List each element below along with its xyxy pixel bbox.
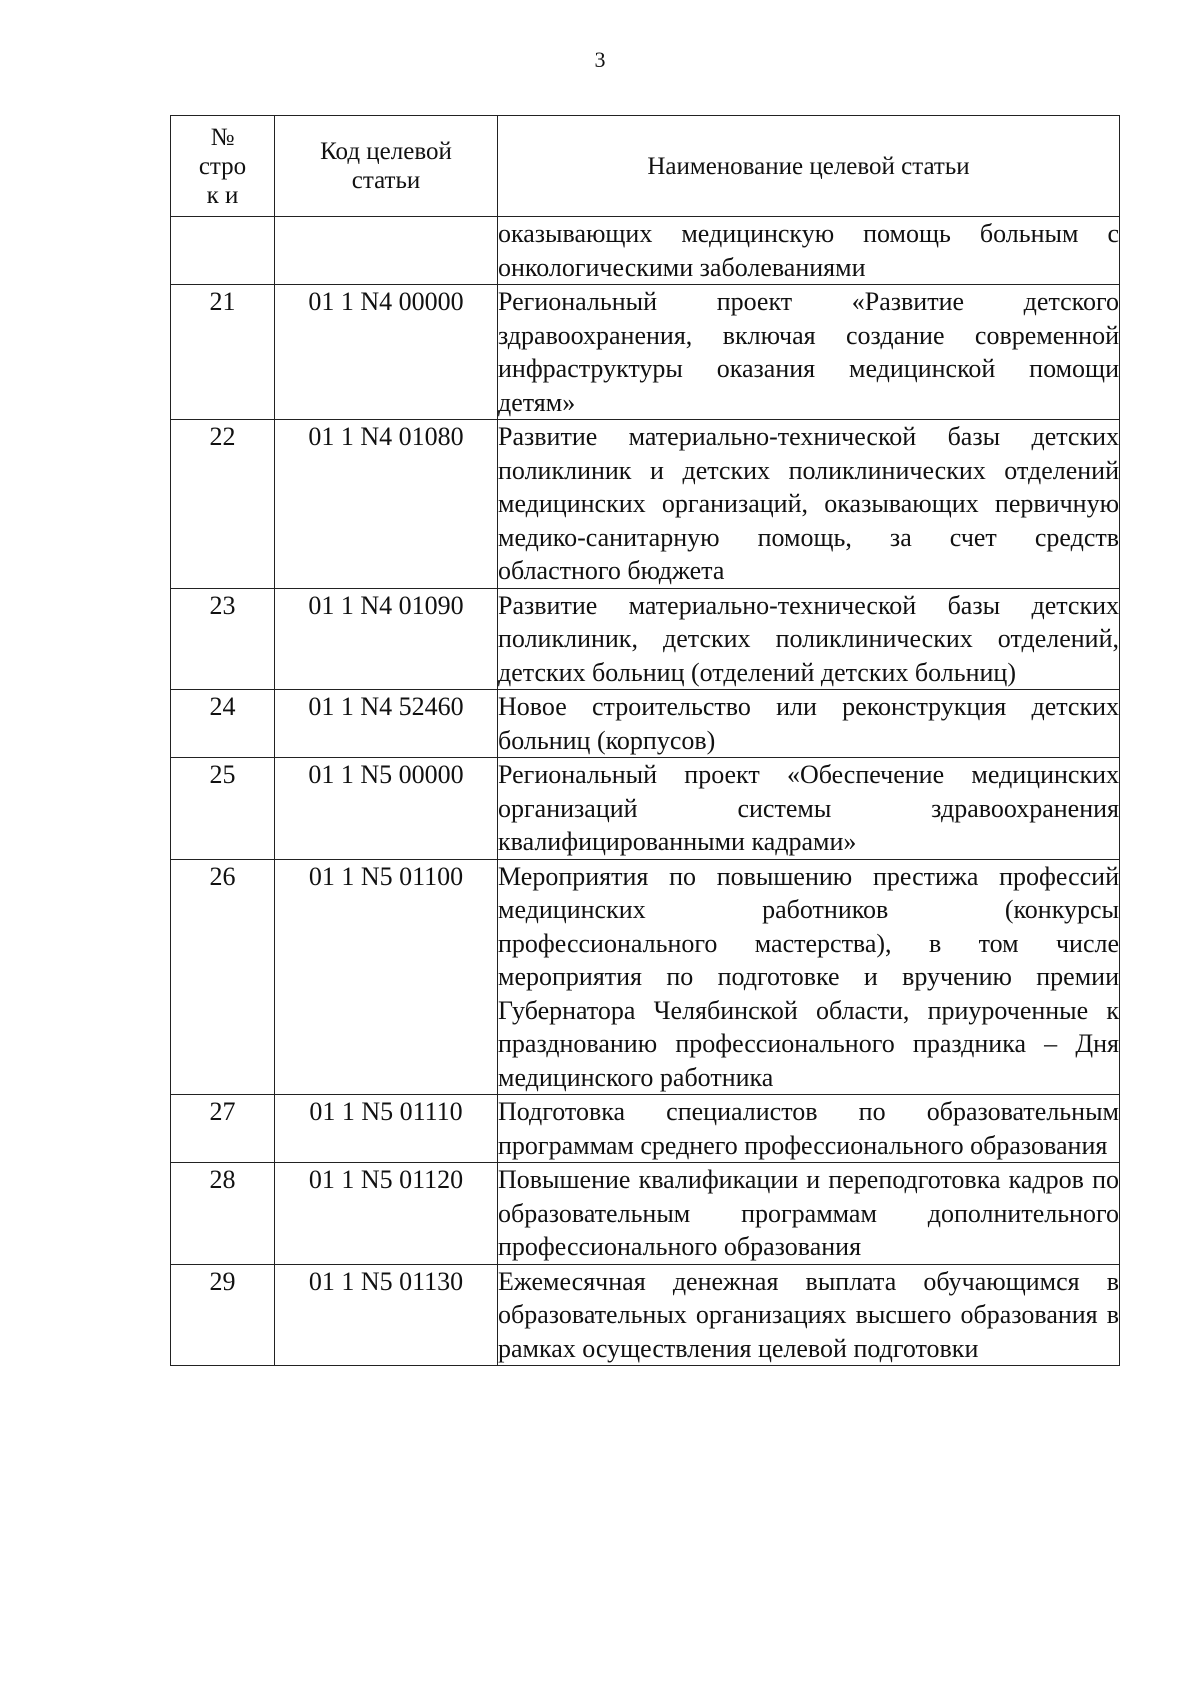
- article-name-cell: Ежемесячная денежная выплата обучающимся в образовательных организациях высшего образования в рамках осуществления целевой подготовки: [498, 1264, 1120, 1366]
- row-number-cell: 25: [171, 758, 275, 860]
- header-article-name-label: Наименование целевой статьи: [647, 152, 970, 180]
- table-row: [171, 690, 1120, 758]
- article-name-cell: Мероприятия по повышению престижа профессий медицинских работников (конкурсы профессионального мастерства), в том числе мероприятия по подготовке и вручению премии Губернатора Челябинской области, приуроченные к празднованию профессионального праздника – Дня медицинского работника: [498, 859, 1120, 1095]
- header-row-number: [171, 116, 275, 217]
- row-number-cell: 27: [171, 1095, 275, 1163]
- row-number-cell: 24: [171, 690, 275, 758]
- header-article-code: [275, 116, 498, 217]
- target-articles-table: [170, 115, 1120, 1366]
- article-name-cell: оказывающих медицинскую помощь больным с онкологическими заболеваниями: [498, 217, 1120, 285]
- table-row: [171, 1264, 1120, 1366]
- article-code-cell: 01 1 N4 52460: [275, 690, 498, 758]
- article-name-cell: Региональный проект «Обеспечение медицинских организаций системы здравоохранения квалифицированными кадрами»: [498, 758, 1120, 860]
- header-article-name: [498, 116, 1120, 217]
- article-code-cell: 01 1 N4 01080: [275, 420, 498, 589]
- table-row: [171, 859, 1120, 1095]
- article-code-cell: 01 1 N4 01090: [275, 588, 498, 690]
- row-number-cell: 21: [171, 285, 275, 420]
- row-number-cell: 28: [171, 1163, 275, 1265]
- article-code-cell: [275, 217, 498, 285]
- article-name-cell: Развитие материально-технической базы детских поликлиник и детских поликлинических отделений медицинских организаций, оказывающих первичную медико-санитарную помощь, за счет средств областного бюджета: [498, 420, 1120, 589]
- article-code-cell: 01 1 N5 01130: [275, 1264, 498, 1366]
- page-number: 3: [594, 47, 606, 72]
- table-header-row: [171, 116, 1120, 217]
- table-body: [171, 217, 1120, 1366]
- header-article-code-label: Код целевой статьи: [320, 138, 452, 194]
- article-code-cell: 01 1 N5 01110: [275, 1095, 498, 1163]
- table-row: [171, 1163, 1120, 1265]
- table-row: [171, 420, 1120, 589]
- article-code-cell: 01 1 N4 00000: [275, 285, 498, 420]
- row-number-cell: 26: [171, 859, 275, 1095]
- article-name-cell: Подготовка специалистов по образовательным программам среднего профессионального образования: [498, 1095, 1120, 1163]
- article-name-cell: Повышение квалификации и переподготовка кадров по образовательным программам дополнительного профессионального образования: [498, 1163, 1120, 1265]
- article-code-cell: 01 1 N5 01120: [275, 1163, 498, 1265]
- header-row-number-label: № строк и: [198, 123, 247, 209]
- row-number-cell: 22: [171, 420, 275, 589]
- article-name-cell: Новое строительство или реконструкция детских больниц (корпусов): [498, 690, 1120, 758]
- row-number-cell: 23: [171, 588, 275, 690]
- table-row: [171, 285, 1120, 420]
- row-number-cell: [171, 217, 275, 285]
- table-row: [171, 758, 1120, 860]
- table-row: [171, 588, 1120, 690]
- row-number-cell: 29: [171, 1264, 275, 1366]
- table-row: [171, 217, 1120, 285]
- article-name-cell: Региональный проект «Развитие детского здравоохранения, включая создание современной инфраструктуры оказания медицинской помощи детям»: [498, 285, 1120, 420]
- table-row: [171, 1095, 1120, 1163]
- article-name-cell: Развитие материально-технической базы детских поликлиник, детских поликлинических отделений, детских больниц (отделений детских больниц): [498, 588, 1120, 690]
- article-code-cell: 01 1 N5 00000: [275, 758, 498, 860]
- article-code-cell: 01 1 N5 01100: [275, 859, 498, 1095]
